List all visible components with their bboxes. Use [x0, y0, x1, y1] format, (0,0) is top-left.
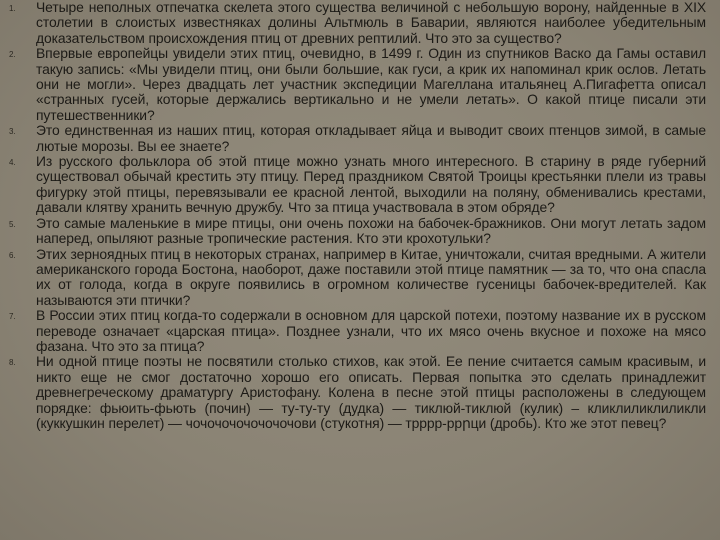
- question-number: 2.: [9, 50, 16, 60]
- question-text: Этих зерноядных птиц в некоторых странах, например в Китае, уничтожали, считая вредными. А жители американского города Бостона, наоборот, даже поставили этой птице памятник — за то, что она спасла их от голода, когда в округе появились в огромном количестве гусеницы бабочек-вредителей. Как называются эти птички?: [36, 245, 706, 308]
- question-text: Четыре неполных отпечатка скелета этого существа величиной с небольшую ворону, найденные в XIX столетии в слоистых известняках долины Альтмюль в Баварии, являются наиболее убедительным доказательством происхождения птиц от древних рептилий. Что это за существо?: [36, 0, 706, 46]
- question-item: [0, 354, 706, 431]
- question-number: 5.: [9, 219, 16, 229]
- question-text: Из русского фольклора об этой птице можно узнать много интересного. В старину в ряде губерний существовал обычай крестить эту птицу. Перед праздником Святой Троицы крестьянки плели из травы фигурку этой птицы, перевязывали ее красной лентой, выходили на поляну, обменивались крестами, давали клятву хранить вечную дружбу. Что за птица участвовала в этом обряде?: [36, 153, 706, 216]
- question-number: 8.: [9, 358, 16, 368]
- question-text: Ни одной птице поэты не посвятили столько стихов, как этой. Ее пение считается самым красивым, и никто еще не смог достаточно хорошо его описать. Первая попытка это сделать принадлежит древнегреческому драматургу Аристофану. Колена в песне этой птицы расположены в следующем порядке: фьюить-фьють (почин) — ту-ту-ту (дудка) — тиклюй-тиклюй (кулик) – кликлиликлиликли (куккушкин перелет) — чочочочочочочочови (стукотня) — трррр-ррրци (дробь). Кто же этот певец?: [36, 353, 706, 431]
- question-text: В России этих птиц когда-то содержали в основном для царской потехи, поэтому название их в русском переводе означает «царская птица». Позднее узнали, что их мясо очень вкусное и похоже на мясо фазана. Что это за птица?: [36, 307, 706, 354]
- question-item: [0, 247, 706, 309]
- question-number: 6.: [9, 250, 16, 260]
- question-item: [0, 308, 706, 354]
- question-number: 3.: [9, 127, 16, 137]
- question-number: 1.: [9, 4, 16, 13]
- question-number: 4.: [9, 158, 16, 168]
- question-item: [0, 46, 706, 123]
- question-text: Это самые маленькие в мире птицы, они очень похожи на бабочек-бражников. Они могут летать задом наперед, опыляют разные тропические растения. Кто эти крохотульки?: [36, 214, 706, 247]
- question-item: [0, 0, 706, 46]
- question-item: [0, 154, 706, 216]
- question-text: Это единственная из наших птиц, которая откладывает яйца и выводит своих птенцов зимой, в самые лютые морозы. Вы ее знаете?: [36, 122, 706, 154]
- question-number: 7.: [9, 312, 16, 322]
- question-item: [0, 216, 706, 247]
- question-item: [0, 123, 706, 154]
- question-text: Впервые европейцы увидели этих птиц, очевидно, в 1499 г. Один из спутников Васко да Гамы оставил такую запись: «Мы увидели птиц, они были большие, как гуси, а крик их напоминал крик ослов. Летать они не могли». Через двадцать лет участник экспедиции Магеллана итальянец А.Пигафетта описал «странных гусей, которые держались вертикально и не умели летать». О какой птице писали эти путешественники?: [36, 45, 706, 123]
